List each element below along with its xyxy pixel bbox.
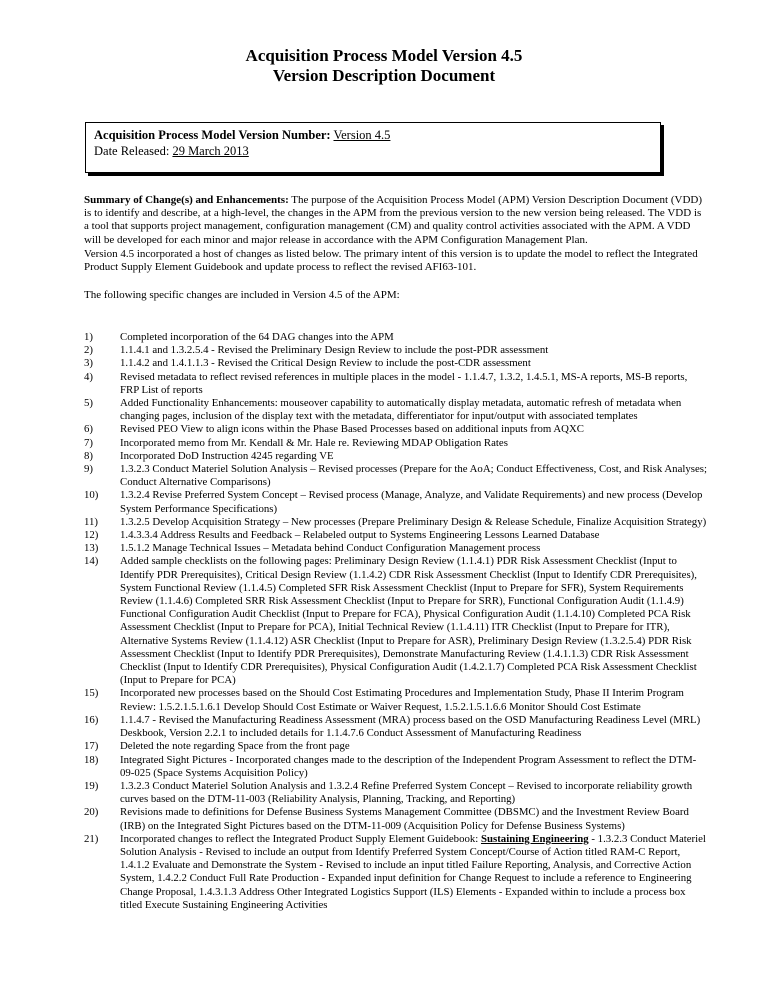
version-number-value: Version 4.5 [333,128,391,142]
changes-list [84,331,708,912]
list-item: 19) 1.3.2.3 Conduct Materiel Solution Analysis and 1.3.2.4 Refine Preferred System Concept – Revised to incorporate reliability growth curves based on the DTM-11-003 (Reliability Analysis, Planning, Tracking, and Reporting) [84,779,693,806]
list-item: 9) 1.3.2.3 Conduct Materiel Solution Analysis – Revised processes (Prepare for the AoA; Conduct Effectiveness, Cost, and Risk Analyses; Conduct Alternative Comparisons) [84,463,707,489]
version-number-line [94,127,652,143]
list-intro-paragraph: The following specific changes are included in Version 4.5 of the APM: [84,289,400,301]
document-subtitle: Version Description Document [272,66,496,85]
intro-paragraph: Version 4.5 incorporated a host of changes as listed below. The primary intent of this version is to update the model to reflect the Integrated Product Supply Element Guidebook and update process to reflect the revised AFI63-101. [84,248,698,274]
version-info-box [85,122,661,173]
list-item: 6) Revised PEO View to align icons within the Phase Based Processes based on additional inputs from AQXC [84,423,584,436]
list-item: 2) 1.1.4.1 and 1.3.2.5.4 - Revised the Preliminary Design Review to include the post-PDR assessment [84,344,549,357]
list-item: 8) Incorporated DoD Instruction 4245 regarding VE [84,449,334,462]
list-item: 20) Revisions made to definitions for Defense Business Systems Management Committee (DBSMC) and the Investment Review Board (IRB) on the Integrated Sight Pictures based on the DTM-11-009 (Acquisition Policy for Defense Business Systems) [84,806,689,832]
list-item: 3) 1.1.4.2 and 1.4.1.1.3 - Revised the Critical Design Review to include the post-CDR assessment [84,357,531,370]
list-item: 18) Integrated Sight Pictures - Incorporated changes made to the description of the Independent Program Assessment to reflect the DTM-09-025 (Space Systems Acquisition Policy) [84,753,697,779]
version-number-label: Acquisition Process Model Version Number: [94,128,331,142]
summary-text: The purpose of the Acquisition Process Model (APM) Version Description Document (VDD) is to identify and describe, at a high-level, the changes in the APM from the previous version to the new version being released. The VDD is a tool that supports project management, configuration management (CM) and quality control activities associated with the APM. A VDD will be developed for each minor and major release in accordance with the APM Configuration Management Plan. [84,194,703,246]
list-item: 1) Completed incorporation of the 64 DAG changes into the APM [84,331,394,343]
list-item: 7) Incorporated memo from Mr. Kendall & Mr. Hale re. Reviewing MDAP Obligation Rates [84,436,508,449]
list-item: 11) 1.3.2.5 Develop Acquisition Strategy – New processes (Prepare Preliminary Design & Release Schedule, Finalize Acquisition Strategy) [84,515,707,528]
list-item: 4) Revised metadata to reflect revised references in multiple places in the model - 1.1.4.7, 1.3.2, 1.4.5.1, MS-A reports, MS-B reports, FRP List of reports [84,370,688,396]
list-item: 10) 1.3.2.4 Revise Preferred System Concept – Revised process (Manage, Analyze, and Validate Requirements) and new process (Develop System Performance Specifications) [84,489,703,515]
list-item: 17) Deleted the note regarding Space from the front page [84,740,350,753]
release-date-label: Date Released: [94,144,170,158]
list-item: 15) Incorporated new processes based on the Should Cost Estimating Procedures and Implementation Study, Phase II Interim Program Review: 1.5.2.1.5.1.6.1 Develop Should Cost Estimate or Waiver Request, 1.5.2.1.5.1.6.6 Monitor Should Cost Estimate [84,687,684,713]
list-item: 16) 1.1.4.7 - Revised the Manufacturing Readiness Assessment (MRA) process based on the OSD Manufacturing Readiness Level (MRL) Deskbook, Version 2.2.1 to included details for 1.1.4.7.6 Conduct Assessment of Manufacturing Readiness [84,713,701,740]
summary-label: Summary of Change(s) and Enhancements: [84,194,289,206]
list-item: 14) Added sample checklists on the following pages: Preliminary Design Review (1.1.4.1) PDR Risk Assessment Checklist (Input to Identify PDR Prerequisites), Critical Design Review (1.1.4.2) CDR Risk Assessment Checklist (Input to Identify CDR Prerequisites), System Functional Review (1.1.4.5) Completed SFR Risk Assessment Checklist (Input to Prepare for SFR), System Requirements Review (1.1.4.6) Completed SRR Risk Assessment Checklist (Input to Prepare for SRR), Functional Configuration Audit (1.1.4.9) Functional Configuration Audit Checklist (Input to Prepare for FCA), Physical Configuration Audit (1.1.4.10) Completed PCA Risk Assessment Checklist (Input to Prepare for PCA), Initial Technical Review (1.1.4.11) ITR Checklist (Input to Prepare for ITR), Alternative Systems Review (1.1.4.12) ASR Checklist (Input to Prepare for ASR), Preliminary Design Review (1.3.2.5.4) PDR Risk Assessment Checklist (Input to Identify PDR Prerequisites), Demonstrate Manufacturing Review (1.4.1.1.3) CDR Risk Assessment Checklist (Input to Identify CDR Prerequisites), Physical Configuration Audit (1.4.2.1.7) Completed PCA Risk Assessment Checklist (Input to Prepare for PCA) [84,555,697,687]
document-title: Acquisition Process Model Version 4.5 [245,46,523,65]
release-date-value: 29 March 2013 [172,144,249,158]
list-item: 13) 1.5.1.2 Manage Technical Issues – Metadata behind Conduct Configuration Management process [84,542,541,555]
release-date-line [94,143,652,159]
list-item: 12) 1.4.3.3.4 Address Results and Feedback – Relabeled output to Systems Engineering Lessons Learned Database [84,529,600,542]
list-item: 21) Incorporated changes to reflect the Integrated Product Supply Element Guidebook: Sustaining Engineering - 1.3.2.3 Conduct Materiel Solution Analysis - Revised to include an output from Identify Preferred System Concept/Course of Action titled RAM-C Report, 1.4.1.2 Evaluate and Demonstrate the System - Revised to include an input titled Failure Reporting, Analysis, and Corrective Action System, 1.4.2.2 Conduct Full Rate Production - Expanded input definition for Change Request to include a reference to Engineering Change Proposal, 1.4.3.1.3 Address Other Integrated Logistics Support (ILS) Elements - Expanded within to include a process box titled Execute Sustaining Engineering Activities [84,832,706,911]
sustaining-engineering-label: Sustaining Engineering [480,832,589,845]
summary-paragraph [84,194,704,247]
list-item: 5) Added Functionality Enhancements: mouseover capability to automatically display metadata, automatic refresh of metadata when changing pages, inclusion of the display text with the metadata, differentiator for input/output with associated templates [84,397,682,423]
